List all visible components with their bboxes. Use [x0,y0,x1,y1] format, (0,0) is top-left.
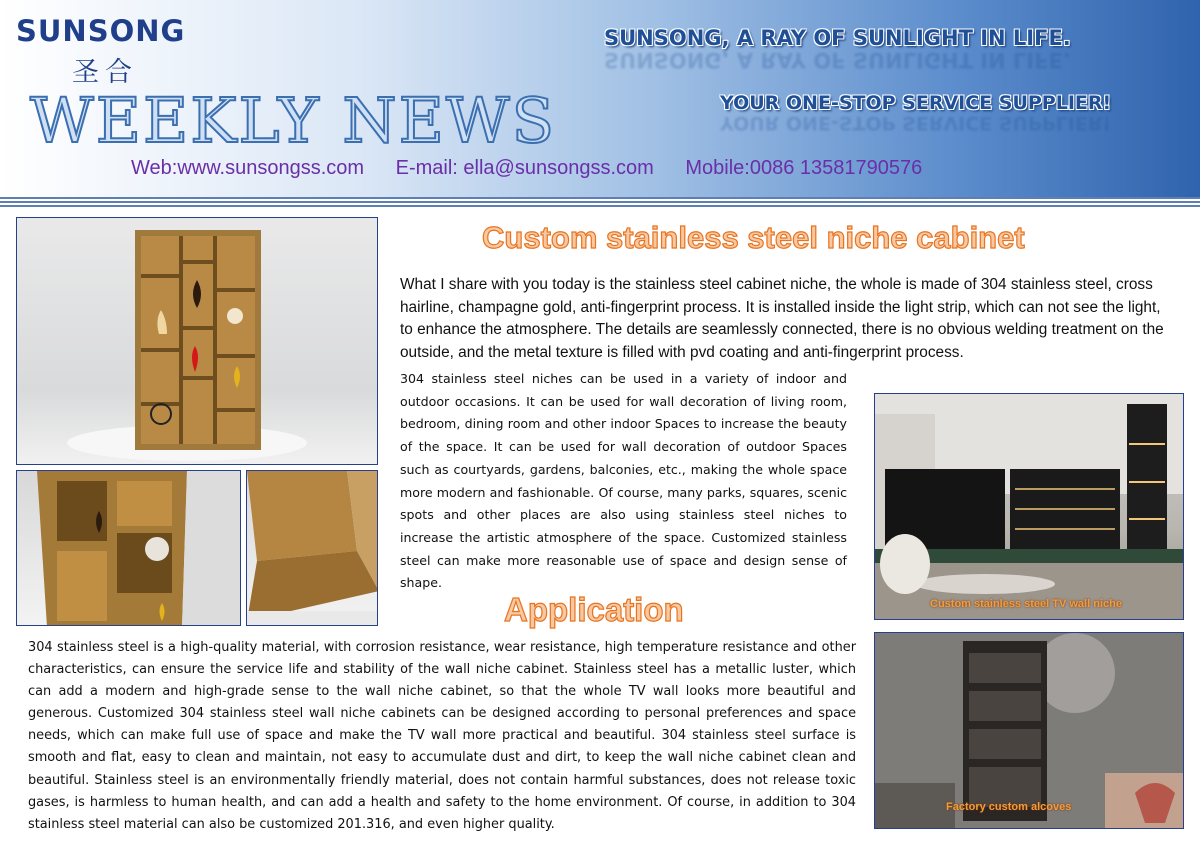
header-divider [0,197,1200,207]
section-title-application: Application [504,591,684,628]
website-link[interactable]: Web:www.sunsongss.com [131,157,365,179]
article-paragraph-application: 304 stainless steel is a high-quality material, with corrosion resistance, wear resistance, high temperature resistance and other characteristics, can ensure the service life and stability of the wall niche cabinet. Stainless steel has a metallic luster, which can add a modern and high-grade sense to the wall niche cabinet, so that the whole TV wall looks more beautiful and generous. Customized 304 stainless steel wall niche cabinets can be designed according to personal preferences and space needs, which can make full use of space and make the TV wall more practical and beautiful. 304 stainless steel surface is smooth and flat, easy to clean and maintain, not easy to accumulate dust and dirt, to keep the wall niche cabinet clean and beautiful. Stainless steel is an environmentally friendly material, does not contain harmful substances, does not release toxic gases, is harmless to human health, and can add a health and safety to the home environment. Of course, in addition to 304 stainless steel material can also be customized 201.316, and even higher quality. [28,640,856,832]
mobile-number: Mobile:0086 13581790576 [685,157,923,179]
email-link[interactable]: E-mail: ella@sunsongss.com [395,157,654,179]
cabinet-photo [16,217,378,465]
contact-line [131,157,948,180]
article-intro: What I share with you today is the stainless steel cabinet niche, the whole is made of 304 stainless steel, cross hairline, champagne gold, anti-fingerprint process. It is installed inside the light strip, which can not see the light, to enhance the atmosphere. The details are seamlessly connected, there is no obvious welding treatment on the outside, and the metal texture is filled with pvd coating and anti-fingerprint process. [400,276,1164,361]
slogan-primary: SUNSONG, A RAY OF SUNLIGHT IN LIFE. [604,26,1071,50]
slogan-primary-reflection: SUNSONG, A RAY OF SUNLIGHT IN LIFE. [604,48,1071,72]
factory-caption: Factory custom alcoves [946,801,1072,813]
slogan-secondary-reflection: YOUR ONE-STOP SERVICE SUPPLIER! [720,112,1112,134]
article-title: Custom stainless steel niche cabinet [482,220,1025,255]
tv-wall-niche-photo [874,393,1184,620]
logo-text: SUNSONG [16,14,186,48]
factory-alcove-photo [874,632,1184,829]
slogan-secondary: YOUR ONE-STOP SERVICE SUPPLIER! [720,92,1112,114]
header-banner [0,0,1200,197]
logo-chinese: 圣合 [72,57,138,88]
brand-logo [16,14,186,88]
tv-niche-caption: Custom stainless steel TV wall niche [930,598,1122,610]
cabinet-corner-photo [246,470,378,626]
newsletter-title: WEEKLY NEWS [30,84,557,157]
cabinet-closeup-photo [16,470,241,626]
article-paragraph-usage: 304 stainless steel niches can be used in a variety of indoor and outdoor occasions. It can be used for wall decoration of living room, bedroom, dining room and other indoor Spaces to increase the beauty of the space. It can be used for wall decoration of outdoor Spaces such as courtyards, gardens, balconies, etc., making the whole space more modern and fashionable. Of course, many parks, squares, scenic spots and other places are also using stainless steel niches to increase the artistic atmosphere of the space. Customized stainless steel can make more reasonable use of space and design sense of shape. [400,371,847,591]
